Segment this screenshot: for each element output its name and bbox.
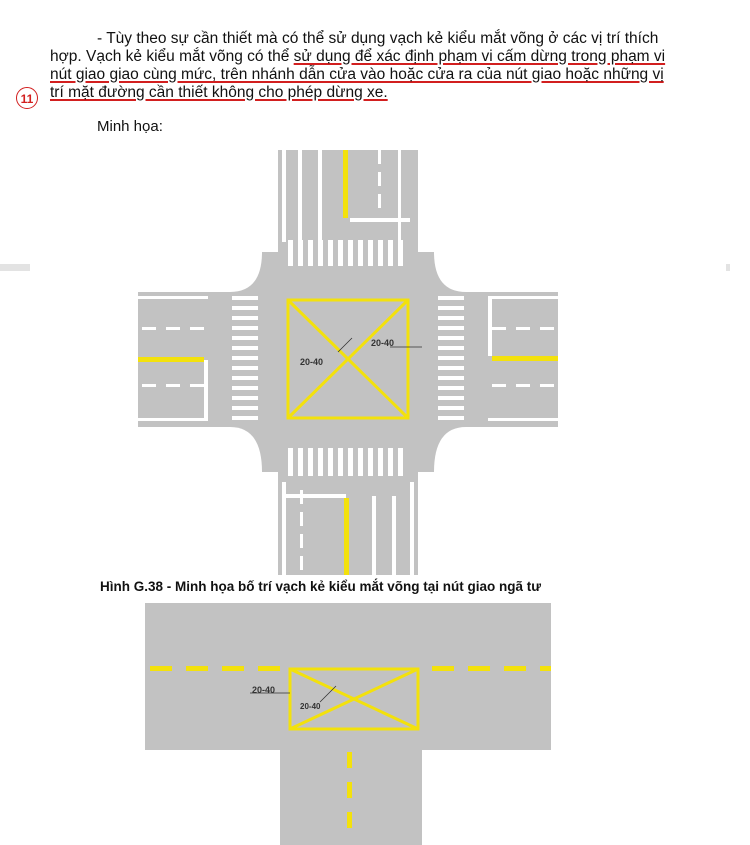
fig2-label-a: 20-40: [252, 685, 276, 695]
minh-hoa-label: Minh họa:: [97, 118, 163, 135]
annotation-number-badge: 11: [16, 87, 38, 109]
fig1-label-b: 20-40: [371, 338, 395, 348]
paragraph-line-1: - Tùy theo sự cần thiết mà có thể sử dụng vạch kẻ kiểu mắt võng ở các vị trí thích: [97, 30, 659, 47]
paragraph-line-3: nút giao giao cùng mức, trên nhánh dẫn cửa vào hoặc cửa ra của nút giao hoặc những vị: [50, 66, 664, 83]
paragraph-line-4: trí mặt đường cần thiết không cho phép dừng xe.: [50, 84, 388, 101]
paragraph-line-2-underlined: sử dụng để xác định phạm vi cấm dừng trong phạm vi: [293, 48, 666, 65]
fig1-label-a: 20-40: [300, 357, 324, 367]
fig2-label-b: 20-40: [300, 702, 321, 711]
paragraph-line-2-plain: hợp. Vạch kẻ kiểu mắt võng có thể: [50, 48, 294, 65]
figure-caption: Hình G.38 - Minh họa bố trí vạch kẻ kiểu mắt võng tại nút giao ngã tư: [100, 579, 542, 594]
